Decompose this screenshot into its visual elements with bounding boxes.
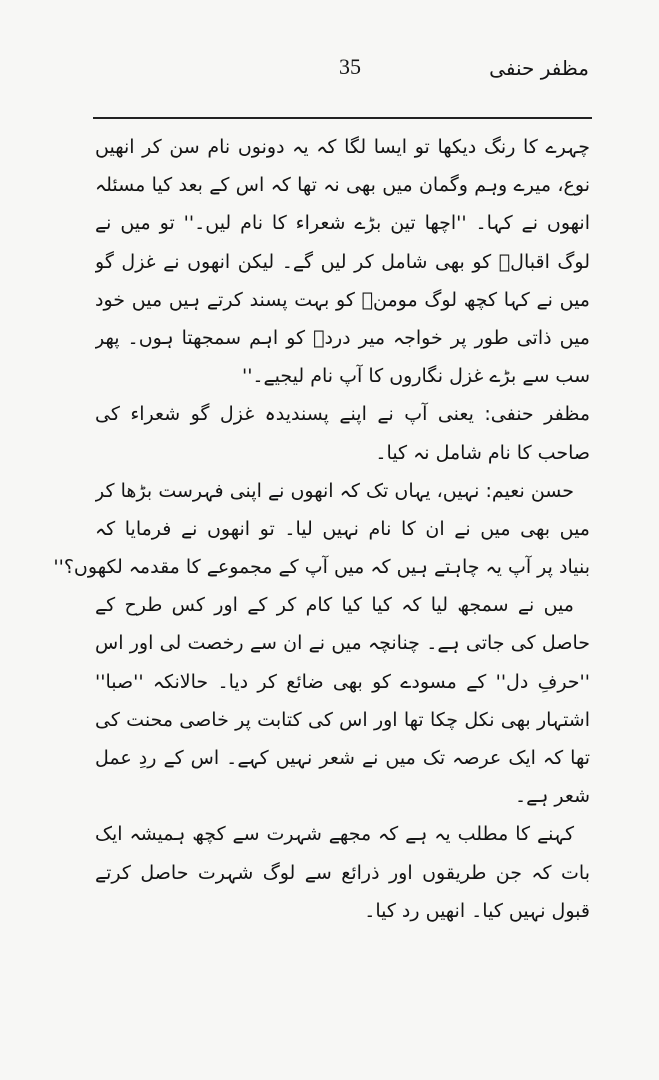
text-line: انھوں نے کہا۔ ''اچھا تین بڑے شعراء کا نام لیں۔'' تو میں نے xyxy=(95,212,590,235)
text-line: ''حرفِ دل'' کے مسودے کو بھی ضائع کر دیا۔ حالانکہ ''صبا'' xyxy=(95,670,590,693)
text-line: صاحب کا نام شامل نہ کیا۔ xyxy=(375,441,590,464)
text-line: اشتہار بھی نکل چکا تھا اور اس کی کتابت پر خاصی محنت کی xyxy=(95,708,590,731)
text-line: بات کہ جن طریقوں اور ذرائع سے لوگ شہرت حاصل کرتے xyxy=(95,861,590,884)
header-rule xyxy=(93,117,592,119)
running-head-author: مظفر حنفی xyxy=(489,56,589,80)
page-number: 35 xyxy=(339,54,361,79)
text-line: سب سے بڑے غزل نگاروں کا آپ نام لیجیے۔'' xyxy=(241,365,590,388)
text-line: شعر ہے۔ xyxy=(514,785,590,808)
text-line: میں بھی میں نے ان کا نام نہیں لیا۔ تو انھوں نے فرمایا کہ xyxy=(95,517,590,540)
text-line: کہنے کا مطلب یہ ہے کہ مجھے شہرت سے کچھ ہمیشہ ایک xyxy=(95,823,574,846)
text-line: لوگ اقبالؔ کو بھی شامل کر لیں گے۔ لیکن انھوں نے غزل گو xyxy=(95,250,590,273)
text-line: قبول نہیں کیا۔ انھیں رد کیا۔ xyxy=(364,899,590,922)
text-line: نوع، میرے وہم وگمان میں بھی نہ تھا کہ اس کے بعد کیا مسئلہ xyxy=(95,174,590,197)
text-line: حاصل کی جاتی ہے۔ چنانچہ میں نے ان سے رخصت لی اور اس xyxy=(95,632,590,655)
text-line: میں ذاتی طور پر خواجہ میر دردؔ کو اہم سمجھتا ہوں۔ پھر xyxy=(95,326,590,349)
text-line: چہرے کا رنگ دیکھا تو ایسا لگا کہ یہ دونوں نام سن کر انھیں xyxy=(95,136,590,158)
text-line: حسن نعیم: نہیں، یہاں تک کہ انھوں نے اپنی فہرست بڑھا کر xyxy=(95,479,574,502)
text-line: تھا کہ ایک عرصہ تک میں نے شعر نہیں کہے۔ اس کے ردِ عمل xyxy=(95,747,590,769)
page-body-text xyxy=(53,128,590,930)
text-line: مظفر حنفی: یعنی آپ نے اپنے پسندیدہ غزل گو شعراء کی xyxy=(95,403,590,426)
text-line: میں نے کہا کچھ لوگ مومنؔ کو بہت پسند کرتے ہیں میں خود xyxy=(95,288,590,311)
text-line: میں نے سمجھ لیا کہ کیا کیا کام کر کے اور کس طرح کے xyxy=(95,594,574,617)
text-line: بنیاد پر آپ یہ چاہتے ہیں کہ میں آپ کے مجموعے کا مقدمہ لکھوں؟'' xyxy=(53,556,590,579)
